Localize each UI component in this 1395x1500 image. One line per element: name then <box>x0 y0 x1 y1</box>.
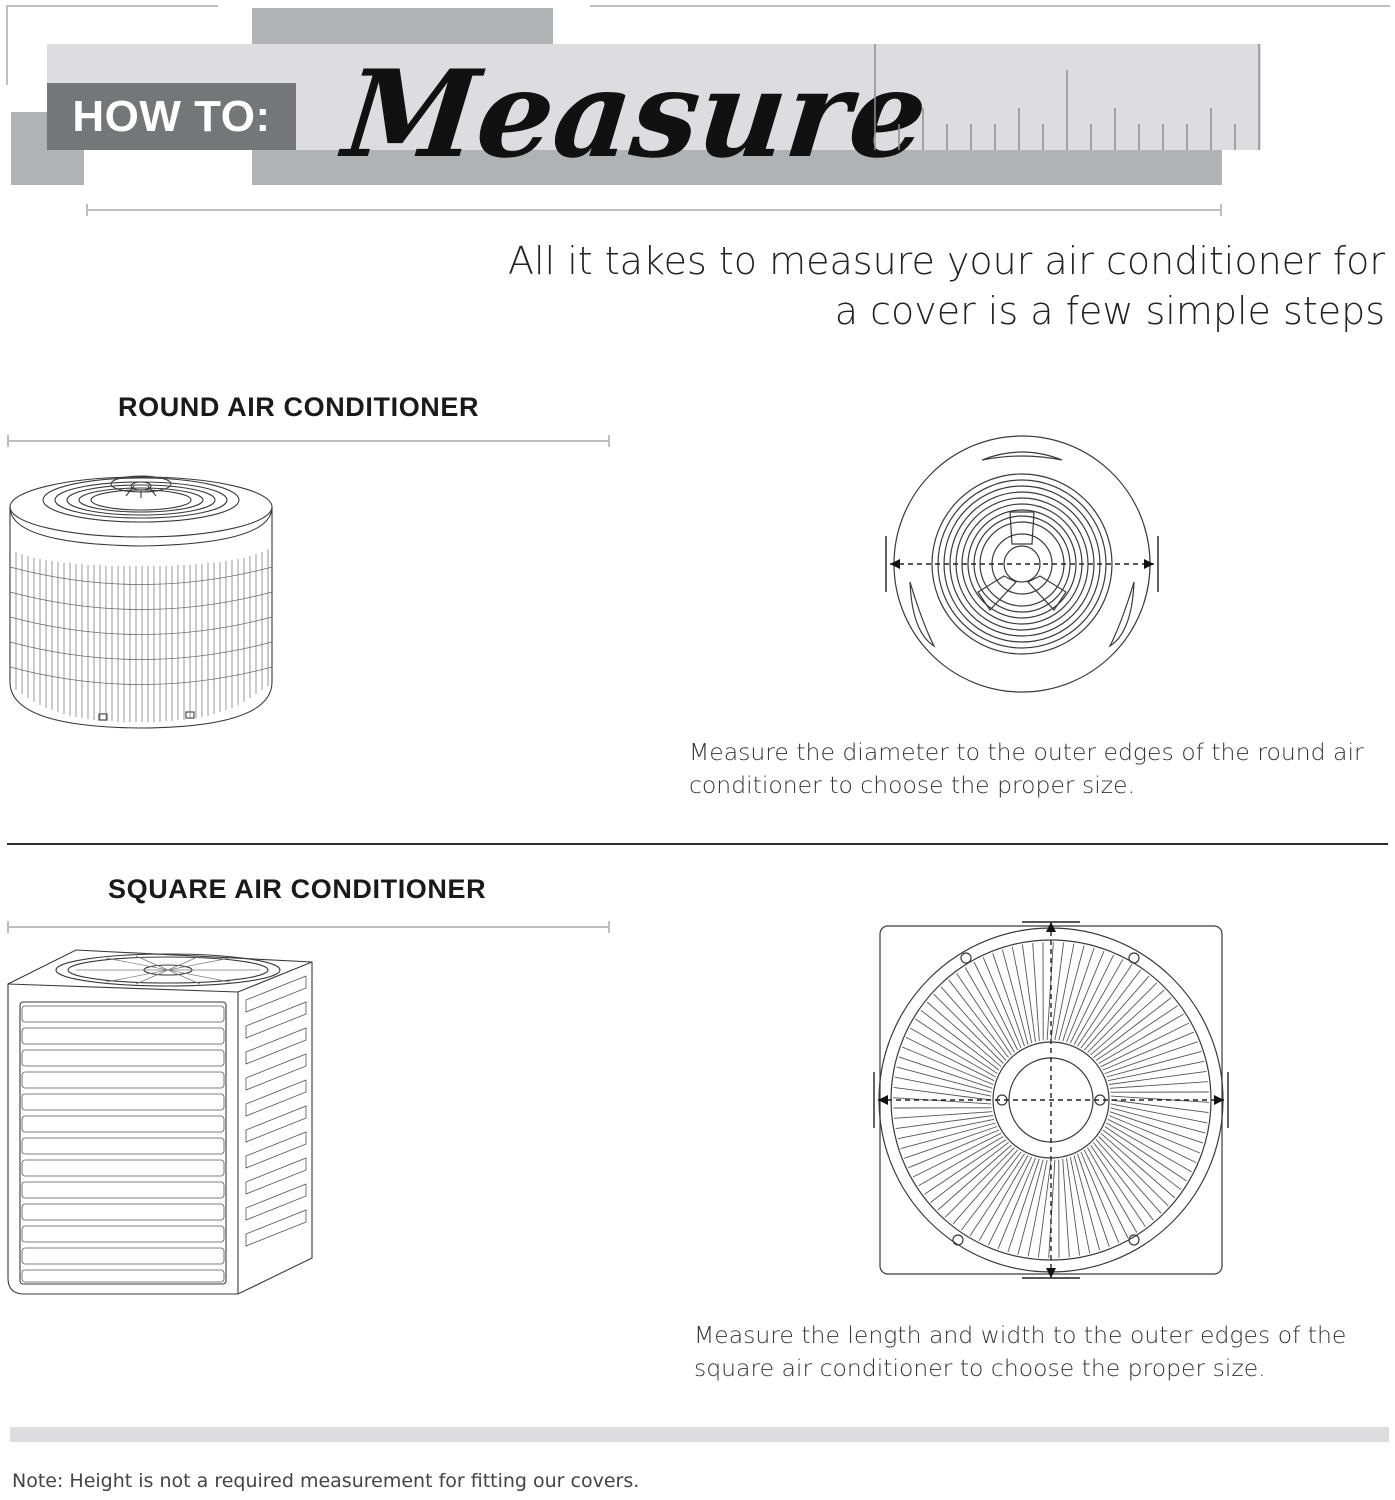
banner-block-top <box>252 8 553 44</box>
fan-blade <box>1038 1160 1051 1258</box>
square-ac-top-view <box>872 918 1232 1282</box>
section-divider <box>7 843 1388 845</box>
fan-blade <box>1111 1096 1209 1102</box>
fan-blade <box>1099 1014 1184 1063</box>
fan-blade <box>1074 959 1123 1044</box>
fan-blade <box>998 1158 1036 1249</box>
fan-blade <box>1055 944 1074 1040</box>
footer-note: Note: Height is not a required measurement for fitting our covers. <box>12 1470 640 1492</box>
fan-blade <box>893 1098 991 1104</box>
fan-blade <box>910 1028 995 1077</box>
fan-blade <box>1028 1160 1047 1256</box>
round-ac-unit-illustration <box>8 462 274 732</box>
fan-blade <box>1018 1160 1043 1255</box>
fan-blade <box>1106 1123 1191 1172</box>
square-description: Measure the length and width to the outer edges of the square air conditioner to choose the proper size. <box>694 1321 1347 1382</box>
fan-blade <box>902 1047 993 1085</box>
fan-blade <box>1088 983 1157 1053</box>
fan-blade <box>897 1067 992 1092</box>
fan-blade <box>1049 1160 1055 1258</box>
fan-blade <box>1088 1148 1137 1233</box>
round-ac-top-view <box>882 432 1162 696</box>
fan-blade <box>908 1130 999 1168</box>
intro-text: All it takes to measure your air conditioner for a cover is a few simple steps <box>508 239 1385 333</box>
round-section-underline <box>7 434 610 448</box>
fan-blade <box>983 957 1021 1048</box>
corner-bracket-top <box>6 5 218 7</box>
square-section-underline <box>7 920 610 934</box>
fan-blade <box>1047 942 1053 1040</box>
fan-blade <box>945 1148 1014 1218</box>
round-description: Measure the diameter to the outer edges of the round air conditioner to choose the proper size. <box>689 738 1364 799</box>
corner-bracket-left <box>6 5 8 85</box>
fan-blade <box>934 994 1004 1063</box>
fan-blade <box>979 1155 1028 1240</box>
fan-blade <box>1051 943 1064 1041</box>
fan-blade <box>1111 1108 1206 1133</box>
fan-blade <box>1111 1104 1207 1123</box>
fan-blade <box>1002 950 1028 1045</box>
round-section-title: ROUND AIR CONDITIONER <box>118 392 480 422</box>
footer-bar <box>10 1427 1389 1442</box>
fan-blade <box>895 1077 991 1096</box>
banner-dimension-line <box>86 203 1222 217</box>
fan-blade <box>965 967 1014 1052</box>
fan-blade <box>1059 946 1084 1041</box>
fan-blade <box>1081 1152 1119 1243</box>
page-title: Measure <box>337 44 934 185</box>
fan-blade <box>1111 1100 1209 1113</box>
fan-blade <box>901 1123 996 1149</box>
fan-blade <box>1067 951 1105 1042</box>
fan-blade <box>1103 1032 1194 1070</box>
fan-blade <box>1099 1137 1169 1206</box>
top-rule-right <box>590 5 1390 7</box>
ruler-graphic <box>870 44 1262 152</box>
fan-blade <box>1074 1155 1100 1250</box>
fan-blade <box>1109 1116 1200 1154</box>
fan-blade <box>1106 1051 1201 1077</box>
how-to-badge: HOW TO: <box>47 83 296 150</box>
square-section-title: SQUARE AIR CONDITIONER <box>108 874 487 904</box>
square-ac-unit-illustration <box>6 948 318 1298</box>
fan-blade <box>918 1137 1003 1186</box>
fan-blade <box>894 1087 992 1100</box>
